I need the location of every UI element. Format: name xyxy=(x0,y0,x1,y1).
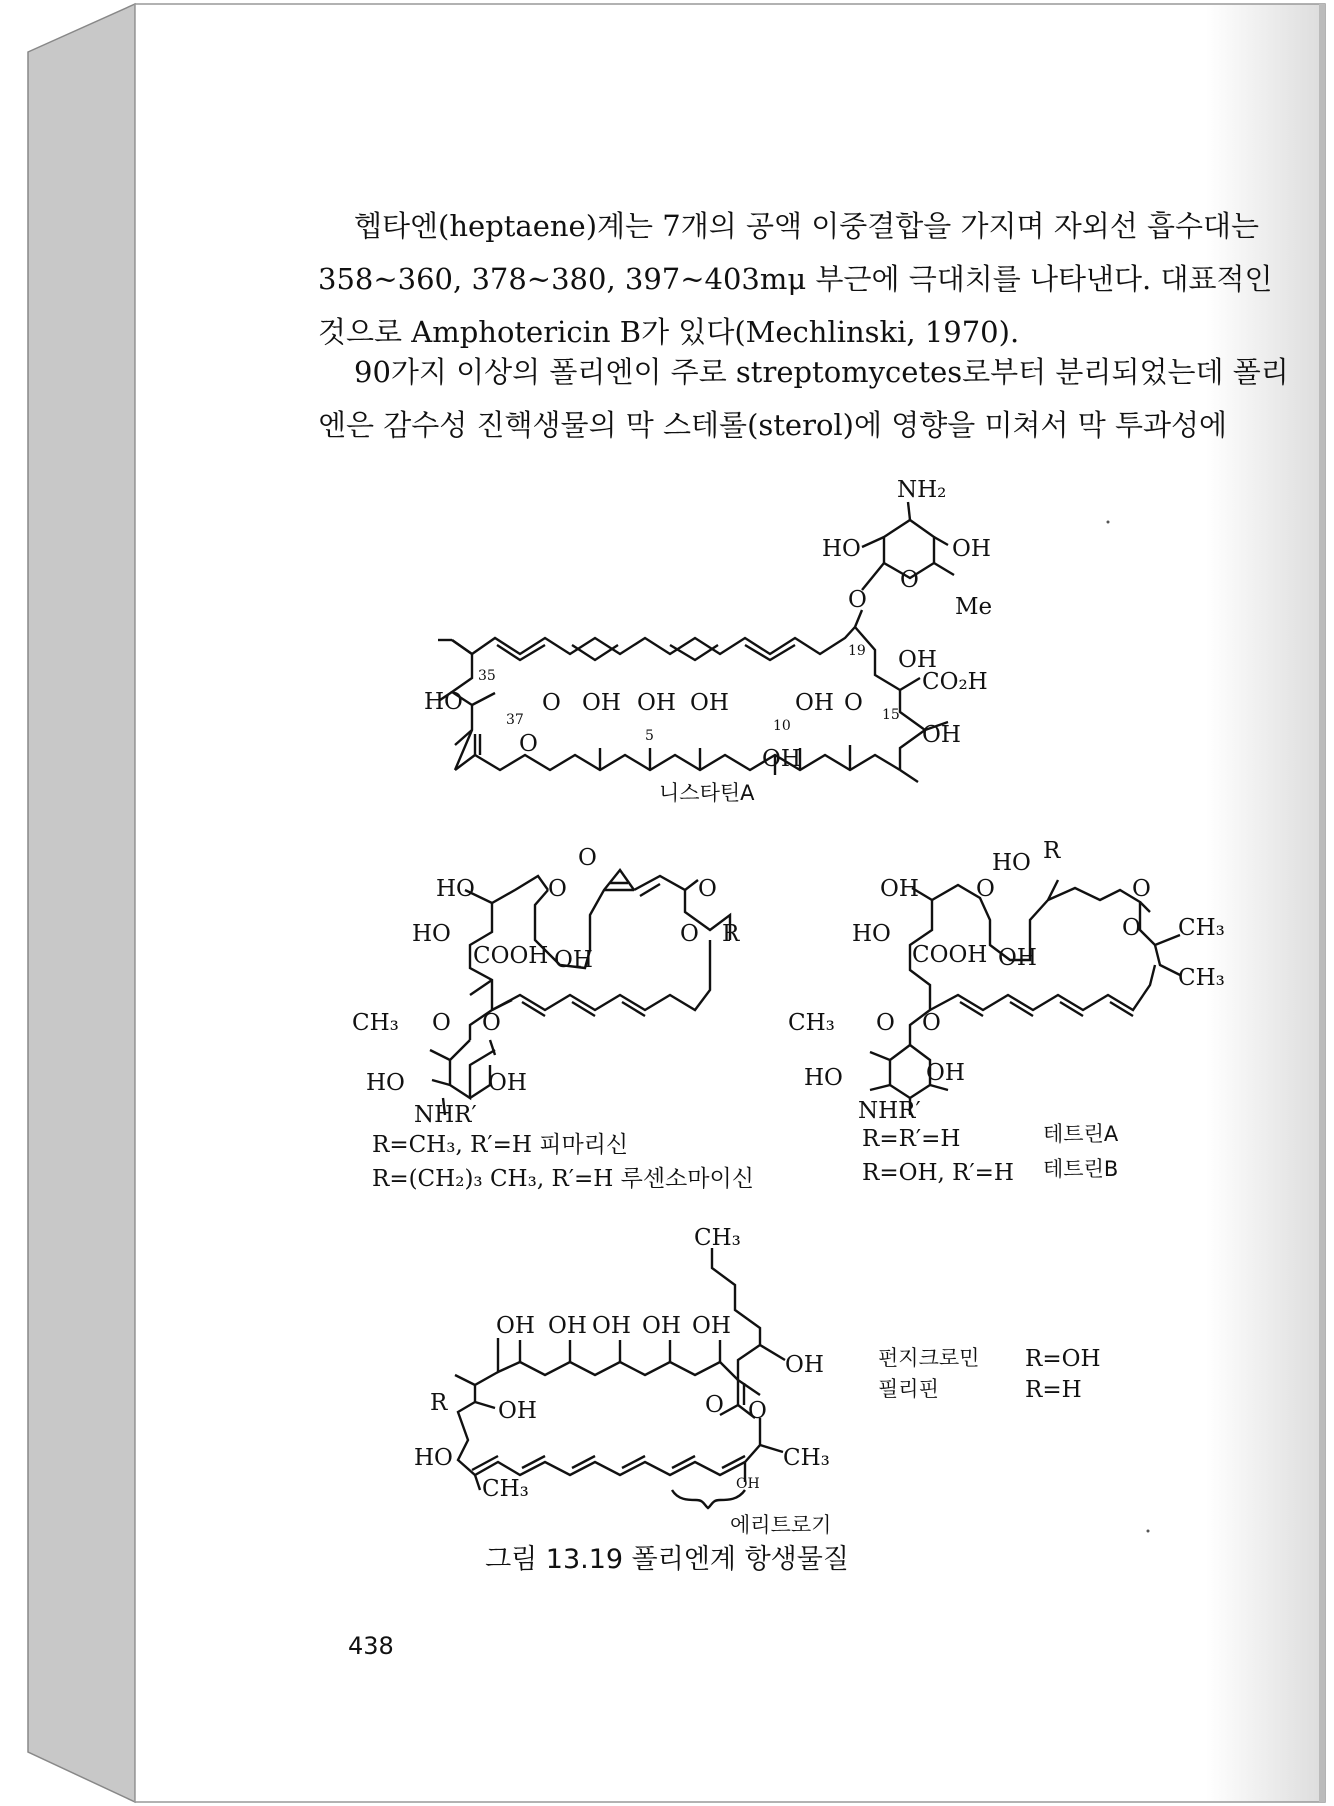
pimaricin-label-5: HO xyxy=(412,921,451,947)
nystatin-label-5: O xyxy=(900,567,919,593)
tetrin-name-b: 테트린B xyxy=(1043,1157,1119,1181)
fungichromin-label-6: OH xyxy=(692,1313,731,1339)
fungichromin-label-15: OH xyxy=(736,1476,760,1492)
nystatin-label-14: OH xyxy=(637,690,676,716)
filipin-name: 필리핀 xyxy=(878,1377,939,1401)
fungichromin-label-10: O xyxy=(705,1392,724,1418)
fungichromin-label-4: OH xyxy=(592,1313,631,1339)
pimaricin-label-15: NHR′ xyxy=(414,1102,477,1128)
nystatin-label-6: Me xyxy=(955,594,993,620)
pimaricin-label-13: HO xyxy=(366,1070,405,1096)
tetrin-label-12: CH₃ xyxy=(788,1010,835,1036)
tetrin-label-7: COOH xyxy=(912,942,988,968)
pimaricin-label-11: O xyxy=(432,1010,451,1036)
nystatin-label-24: OH xyxy=(762,746,801,772)
nystatin-label-20: 37 xyxy=(506,712,524,728)
pimaricin-label-6: COOH xyxy=(473,943,549,969)
fungichromin-label-1: CH₃ xyxy=(694,1225,741,1251)
nystatin-label-21: O xyxy=(519,731,538,757)
fungichromin-label-2: OH xyxy=(496,1313,535,1339)
paragraph2-line1: 90가지 이상의 폴리엔이 주로 streptomycetes로부터 분리되었는데 폴리 xyxy=(354,355,1289,389)
nystatin-label-3: OH xyxy=(952,536,991,562)
nystatin-label-16: OH xyxy=(795,690,834,716)
tetrin-label-10: CH₃ xyxy=(1178,915,1225,941)
nystatin-label-10: CO₂H xyxy=(922,669,988,695)
fungichromin-label-14: CH₃ xyxy=(783,1445,830,1471)
nystatin-label-2: HO xyxy=(822,536,861,562)
tetrin-label-1: HO xyxy=(992,850,1031,876)
fungichromin-label-9: OH xyxy=(498,1398,537,1424)
pimaricin-legend-2: R=(CH₂)₃ CH₃, R′=H 루센소마이신 xyxy=(372,1166,754,1192)
nystatin-label-23: 10 xyxy=(773,718,791,734)
fungichromin-r-value: R=OH xyxy=(1025,1346,1101,1372)
paragraph1-line1: 헵타엔(heptaene)계는 7개의 공액 이중결합을 가지며 자외선 흡수대는 xyxy=(354,209,1260,243)
pimaricin-label-14: OH xyxy=(488,1070,527,1096)
tetrin-label-11: CH₃ xyxy=(1178,965,1225,991)
tetrin-label-2: R xyxy=(1043,838,1061,864)
erythro-group-label: 에리트로기 xyxy=(730,1513,832,1537)
pimaricin-label-1: HO xyxy=(436,876,475,902)
pimaricin-label-12: O xyxy=(482,1010,501,1036)
pimaricin-label-4: O xyxy=(698,876,717,902)
fungichromin-labels xyxy=(414,1225,1101,1537)
nystatin-label-17: O xyxy=(844,690,863,716)
tetrin-name-a: 테트린A xyxy=(1043,1122,1119,1146)
fungichromin-label-11: O xyxy=(748,1398,767,1424)
nystatin-label-8: OH xyxy=(898,647,937,673)
nystatin-label-9: 35 xyxy=(478,668,496,684)
pimaricin-label-9: R xyxy=(722,921,740,947)
fungichromin-label-13: CH₃ xyxy=(482,1476,529,1502)
fungichromin-label-3: OH xyxy=(548,1313,587,1339)
tetrin-label-14: O xyxy=(922,1010,941,1036)
pimaricin-structure xyxy=(430,870,730,1115)
tetrin-labels xyxy=(788,838,1225,1186)
nystatin-label-15: OH xyxy=(690,690,729,716)
pimaricin-label-3: O xyxy=(578,845,597,871)
paragraph2-line2: 엔은 감수성 진핵생물의 막 스테롤(sterol)에 영향을 미쳐서 막 투과성에 xyxy=(318,408,1228,442)
tetrin-label-17: NHR′ xyxy=(858,1098,921,1124)
tetrin-label-4: O xyxy=(976,876,995,902)
fungichromin-label-5: OH xyxy=(642,1313,681,1339)
fungichromin-label-8: R xyxy=(430,1390,448,1416)
pimaricin-labels xyxy=(352,845,754,1192)
pimaricin-label-10: CH₃ xyxy=(352,1010,399,1036)
page-number: 438 xyxy=(348,1632,394,1660)
tetrin-label-13: O xyxy=(876,1010,895,1036)
fungichromin-label-7: OH xyxy=(785,1352,824,1378)
nystatin-structure xyxy=(438,502,954,782)
fungichromin-label-12: HO xyxy=(414,1445,453,1471)
filipin-r-value: R=H xyxy=(1025,1377,1082,1403)
nystatin-label-22: 5 xyxy=(645,728,654,744)
paragraph1-line3: 것으로 Amphotericin B가 있다(Mechlinski, 1970). xyxy=(318,315,1020,349)
nystatin-label-7: 19 xyxy=(848,643,866,659)
tetrin-label-3: OH xyxy=(880,876,919,902)
nystatin-label-4: O xyxy=(848,587,867,613)
pimaricin-label-7: OH xyxy=(554,947,593,973)
tetrin-label-16: OH xyxy=(926,1060,965,1086)
tetrin-legend-left-1: R=R′=H xyxy=(862,1126,961,1152)
nystatin-label-1: NH₂ xyxy=(897,477,947,503)
tetrin-label-15: HO xyxy=(804,1065,843,1091)
paragraph1-line2: 358~360, 378~380, 397~403mμ 부근에 극대치를 나타낸다. 대표적인 xyxy=(318,262,1273,296)
pimaricin-label-2: O xyxy=(548,876,567,902)
pimaricin-label-8: O xyxy=(680,921,699,947)
nystatin-label-13: OH xyxy=(582,690,621,716)
fungichromin-structure xyxy=(455,1248,785,1508)
nystatin-label-12: O xyxy=(542,690,561,716)
tetrin-label-9: O xyxy=(1122,915,1141,941)
tetrin-legend-left-2: R=OH, R′=H xyxy=(862,1160,1014,1186)
tetrin-label-6: HO xyxy=(852,921,891,947)
nystatin-label-18: 15 xyxy=(882,707,900,723)
nystatin-labels xyxy=(424,477,992,805)
fungichromin-name: 펀지크로민 xyxy=(878,1346,980,1370)
nystatin-name: 니스타틴A xyxy=(659,781,755,805)
nystatin-label-11: HO xyxy=(424,689,463,715)
figure-caption: 그림 13.19 폴리엔계 항생물질 xyxy=(485,1544,849,1575)
tetrin-label-5: O xyxy=(1132,876,1151,902)
nystatin-label-19: OH xyxy=(922,722,961,748)
tetrin-label-8: OH xyxy=(998,945,1037,971)
pimaricin-legend-1: R=CH₃, R′=H 피마리신 xyxy=(372,1132,629,1158)
